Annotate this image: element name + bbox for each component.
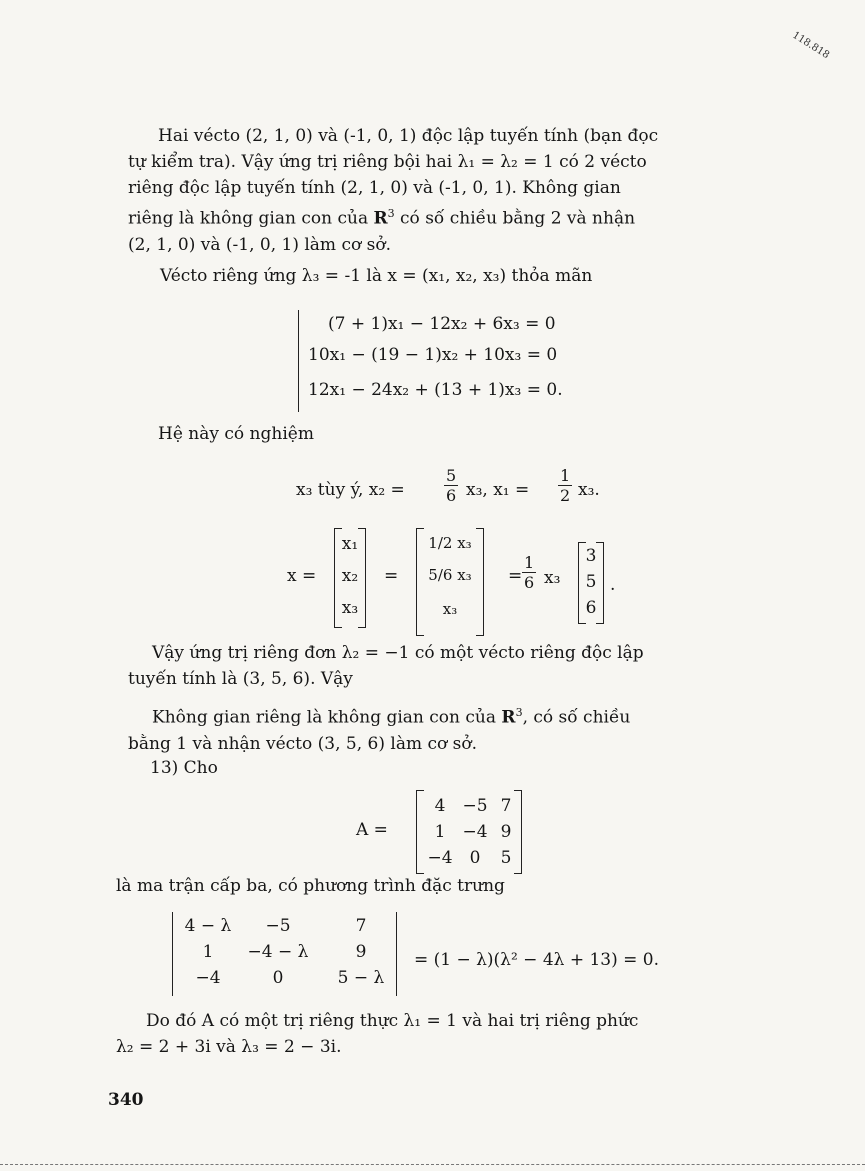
determinant-left-bar — [172, 912, 173, 996]
real-space-symbol: R — [501, 707, 516, 728]
matrix-a-cell: −5 — [462, 796, 488, 816]
paragraph-independent-vectors: Hai vécto (2, 1, 0) và (-1, 0, 1) độc lập tuyến tính (bạn đọc tự kiểm tra). Vậy ứng trị riêng bội hai λ₁ = λ₂ = 1 có 2 vécto riêng độc lập tuyến tính (2, 1, 0) và (-1, 0, 1). Không gian riêng là không gian con của $R^3$ có số chiều bằng 2 và nhận (2, 1, 0) và (-1, 0, 1) làm cơ sở. — [128, 126, 659, 255]
corner-mark: 118.818 — [790, 29, 832, 62]
matrix-a-cell: 5 — [500, 848, 512, 868]
determinant-cell: 1 — [202, 942, 214, 962]
characteristic-intro: là ma trận cấp ba, có phương trình đặc trưng — [116, 876, 505, 896]
eigenvector-statement: Vécto riêng ứng λ₃ = -1 là x = (x₁, x₂, x₃) thỏa mãn — [160, 266, 593, 286]
fraction-5-6: $\frac{5}{6}$ — [446, 466, 457, 505]
paragraph-simple-eigenvalue: Vậy ứng trị riêng đơn λ₂ = −1 có một vécto riêng độc lập tuyến tính là (3, 5, 6). Vậy — [128, 643, 644, 689]
vector-equals-1: = — [384, 566, 399, 586]
determinant-cell: 4 − λ — [184, 916, 232, 936]
page-bottom-edge — [0, 1164, 865, 1165]
solution-intro: Hệ này có nghiệm — [158, 424, 314, 444]
vector1-entry: x₂ — [341, 566, 359, 586]
matrix-a-cell: 7 — [500, 796, 512, 816]
matrix-a-cell: −4 — [427, 848, 453, 868]
characteristic-equation-rhs: = (1 − λ)(λ² − 4λ + 13) = 0. — [414, 950, 660, 970]
vector2-entry: x₃ — [442, 600, 458, 618]
determinant-cell: −4 — [195, 968, 221, 988]
matrix-a-cell: 1 — [434, 822, 446, 842]
paragraph-eigenvalues: Do đó A có một trị riêng thực λ₁ = 1 và hai trị riêng phức λ₂ = 2 + 3i và λ₃ = 2 − 3i. — [116, 1011, 639, 1057]
page-number: 340 — [108, 1090, 144, 1110]
system-equation-1: (7 + 1)x₁ − 12x₂ + 6x₃ = 0 — [328, 314, 556, 334]
matrix-a-cell: −4 — [462, 822, 488, 842]
fraction-1-6: $\frac{1}{6}$ — [524, 553, 535, 592]
exercise-13-label: 13) Cho — [150, 758, 218, 778]
determinant-cell: 5 − λ — [337, 968, 385, 988]
fraction-1-2: $\frac{1}{2}$ — [560, 466, 571, 505]
matrix-a-cell: 9 — [500, 822, 512, 842]
determinant-cell: 7 — [355, 916, 367, 936]
solution-part-a: x₃ tùy ý, x₂ = — [296, 480, 405, 500]
paragraph-eigenspace: Không gian riêng là không gian con của $R^3$, có số chiều bằng 1 và nhận vécto (3, 5, 6) làm cơ sở. — [128, 706, 631, 754]
system-equation-2: 10x₁ − (19 − 1)x₂ + 10x₃ = 0 — [308, 345, 558, 365]
vector3-entry: 5 — [585, 572, 597, 592]
determinant-right-bar — [396, 912, 397, 996]
system-brace — [298, 310, 299, 412]
vector2-entry: 5/6 x₃ — [428, 566, 472, 584]
vector-lhs: x = — [287, 566, 317, 586]
vector3-entry: 6 — [585, 598, 597, 618]
system-equation-3: 12x₁ − 24x₂ + (13 + 1)x₃ = 0. — [308, 380, 563, 400]
determinant-cell: −4 − λ — [247, 942, 309, 962]
determinant-cell: −5 — [265, 916, 291, 936]
vector-scalar: x₃ — [544, 568, 561, 588]
vector3-entry: 3 — [585, 546, 597, 566]
vector1-entry: x₃ — [341, 598, 359, 618]
vector1-entry: x₁ — [341, 534, 359, 554]
vector2-entry: 1/2 x₃ — [428, 534, 472, 552]
vector-equals-2: = — [508, 566, 523, 586]
matrix-a-lhs: A = — [356, 820, 388, 840]
matrix-a-cell: 0 — [469, 848, 481, 868]
real-space-symbol: R — [373, 208, 388, 229]
matrix-a-cell: 4 — [434, 796, 446, 816]
determinant-cell: 9 — [355, 942, 367, 962]
determinant-cell: 0 — [272, 968, 284, 988]
solution-part-c: x₃. — [578, 480, 600, 500]
vector-end-period: . — [610, 575, 616, 595]
solution-part-b: x₃, x₁ = — [466, 480, 530, 500]
